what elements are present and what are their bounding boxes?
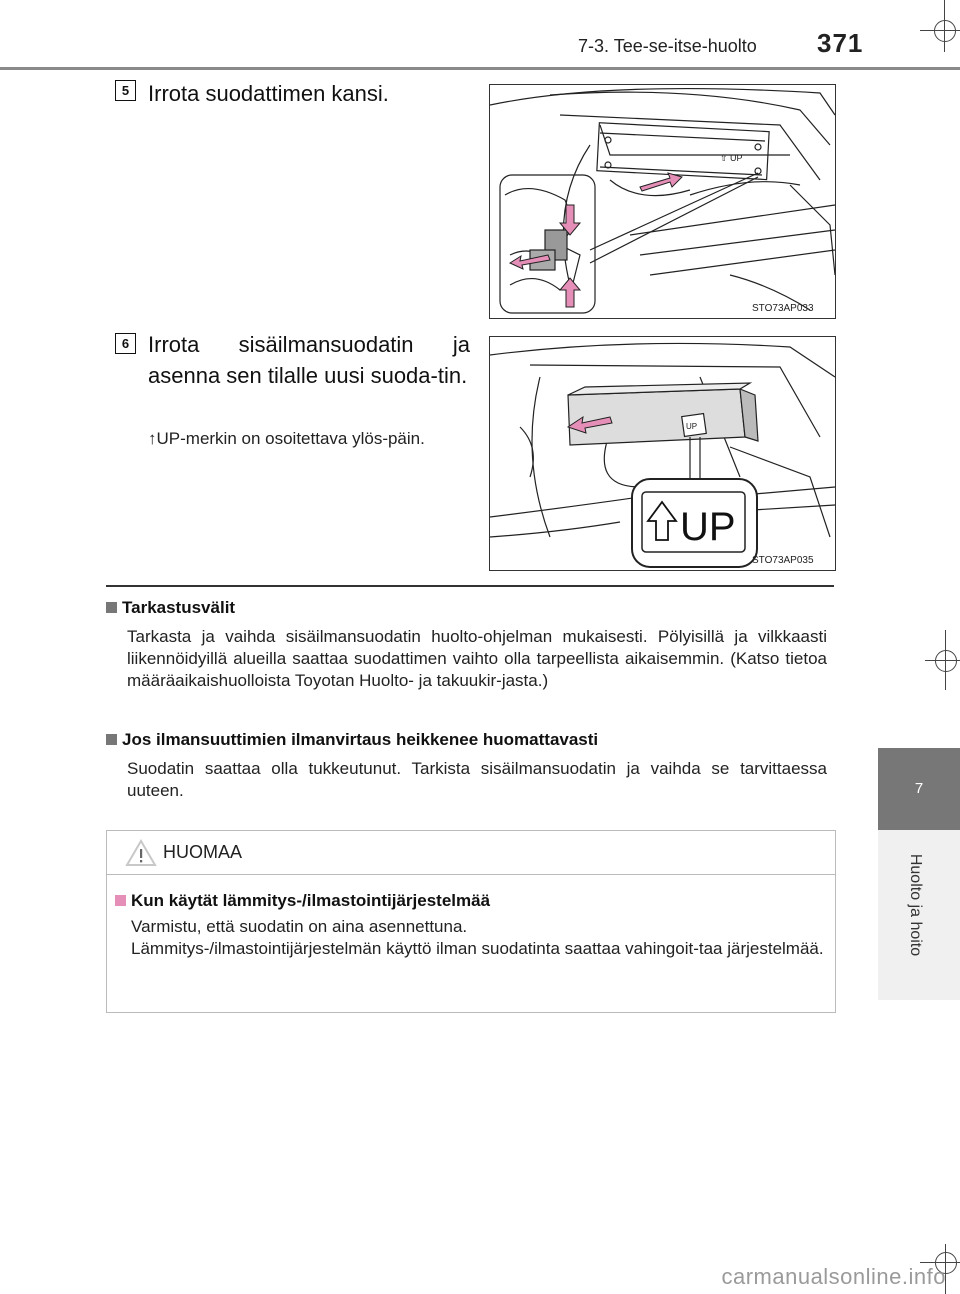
header-rule	[0, 67, 960, 70]
section-heading	[106, 598, 235, 618]
notice-body-line: Lämmitys-/ilmastointijärjestelmän käyttö ilman suodatinta saattaa vahingoit-taa järjestelmää.	[131, 939, 824, 958]
square-bullet-icon	[106, 734, 117, 745]
chapter-label: Huolto ja hoito	[907, 853, 924, 957]
notice-box	[106, 830, 836, 1013]
filter-up-mark-large: UP	[680, 505, 736, 549]
notice-body	[131, 916, 827, 960]
figure-code: STO73AP033	[752, 303, 814, 314]
step-5-text: Irrota suodattimen kansi.	[148, 81, 389, 106]
filter-replace-illustration	[490, 337, 835, 570]
step-6-note	[148, 428, 470, 450]
warning-triangle-icon	[125, 839, 157, 867]
figure-remove-cover	[489, 84, 836, 319]
watermark: carmanualsonline.info	[721, 1264, 946, 1289]
section-title: 7-3. Tee-se-itse-huolto	[578, 36, 757, 56]
filter-up-mark-box: UP	[686, 422, 698, 431]
figure-code: STO73AP035	[752, 555, 814, 566]
up-arrow-icon: ↑	[148, 429, 157, 448]
section-divider	[106, 585, 834, 587]
section-heading-text: Jos ilmansuuttimien ilmanvirtaus heikkenee huomattavasti	[122, 730, 599, 749]
step-6-note-text: UP-merkin on osoitettava ylös-päin.	[156, 429, 425, 448]
section-body: Suodatin saattaa olla tukkeutunut. Tarkista sisäilmansuodatin ja vaihda se tarvittaessa uuteen.	[127, 759, 827, 800]
notice-title: HUOMAA	[163, 842, 243, 862]
crop-mark-right-middle	[925, 630, 960, 690]
crop-mark-top-right	[900, 0, 960, 60]
step-6-badge: 6	[115, 333, 136, 354]
step-5-badge: 5	[115, 80, 136, 101]
notice-body-line: Varmistu, että suodatin on aina asennettuna.	[131, 917, 468, 936]
section-heading-text: Tarkastusvälit	[122, 598, 236, 617]
notice-heading-text: Kun käytät lämmitys-/ilmastointijärjestelmää	[131, 891, 491, 910]
section-heading	[106, 730, 598, 750]
page-number: 371	[817, 28, 864, 58]
section-body: Tarkasta ja vaihda sisäilmansuodatin huolto-ohjelman mukaisesti. Pölyisillä ja vilkkaasti liikennöidyillä alueilla saattaa suodattimen vaihto olla tarpeellista aikaisemmin. (Katso tietoa määräaikaishuolloista Toyotan Huolto- ja takuukir-jasta.)	[127, 627, 827, 690]
notice-heading	[115, 891, 490, 911]
chapter-tab: 7	[878, 748, 960, 830]
filter-up-mark-small: ⇧ UP	[720, 153, 743, 163]
step-6-text: Irrota sisäilmansuodatin ja asenna sen tilalle uusi suoda-tin.	[148, 332, 470, 388]
square-bullet-icon	[115, 895, 126, 906]
figure-replace-filter	[489, 336, 836, 571]
square-bullet-icon	[106, 602, 117, 613]
filter-cover-illustration	[490, 85, 835, 318]
